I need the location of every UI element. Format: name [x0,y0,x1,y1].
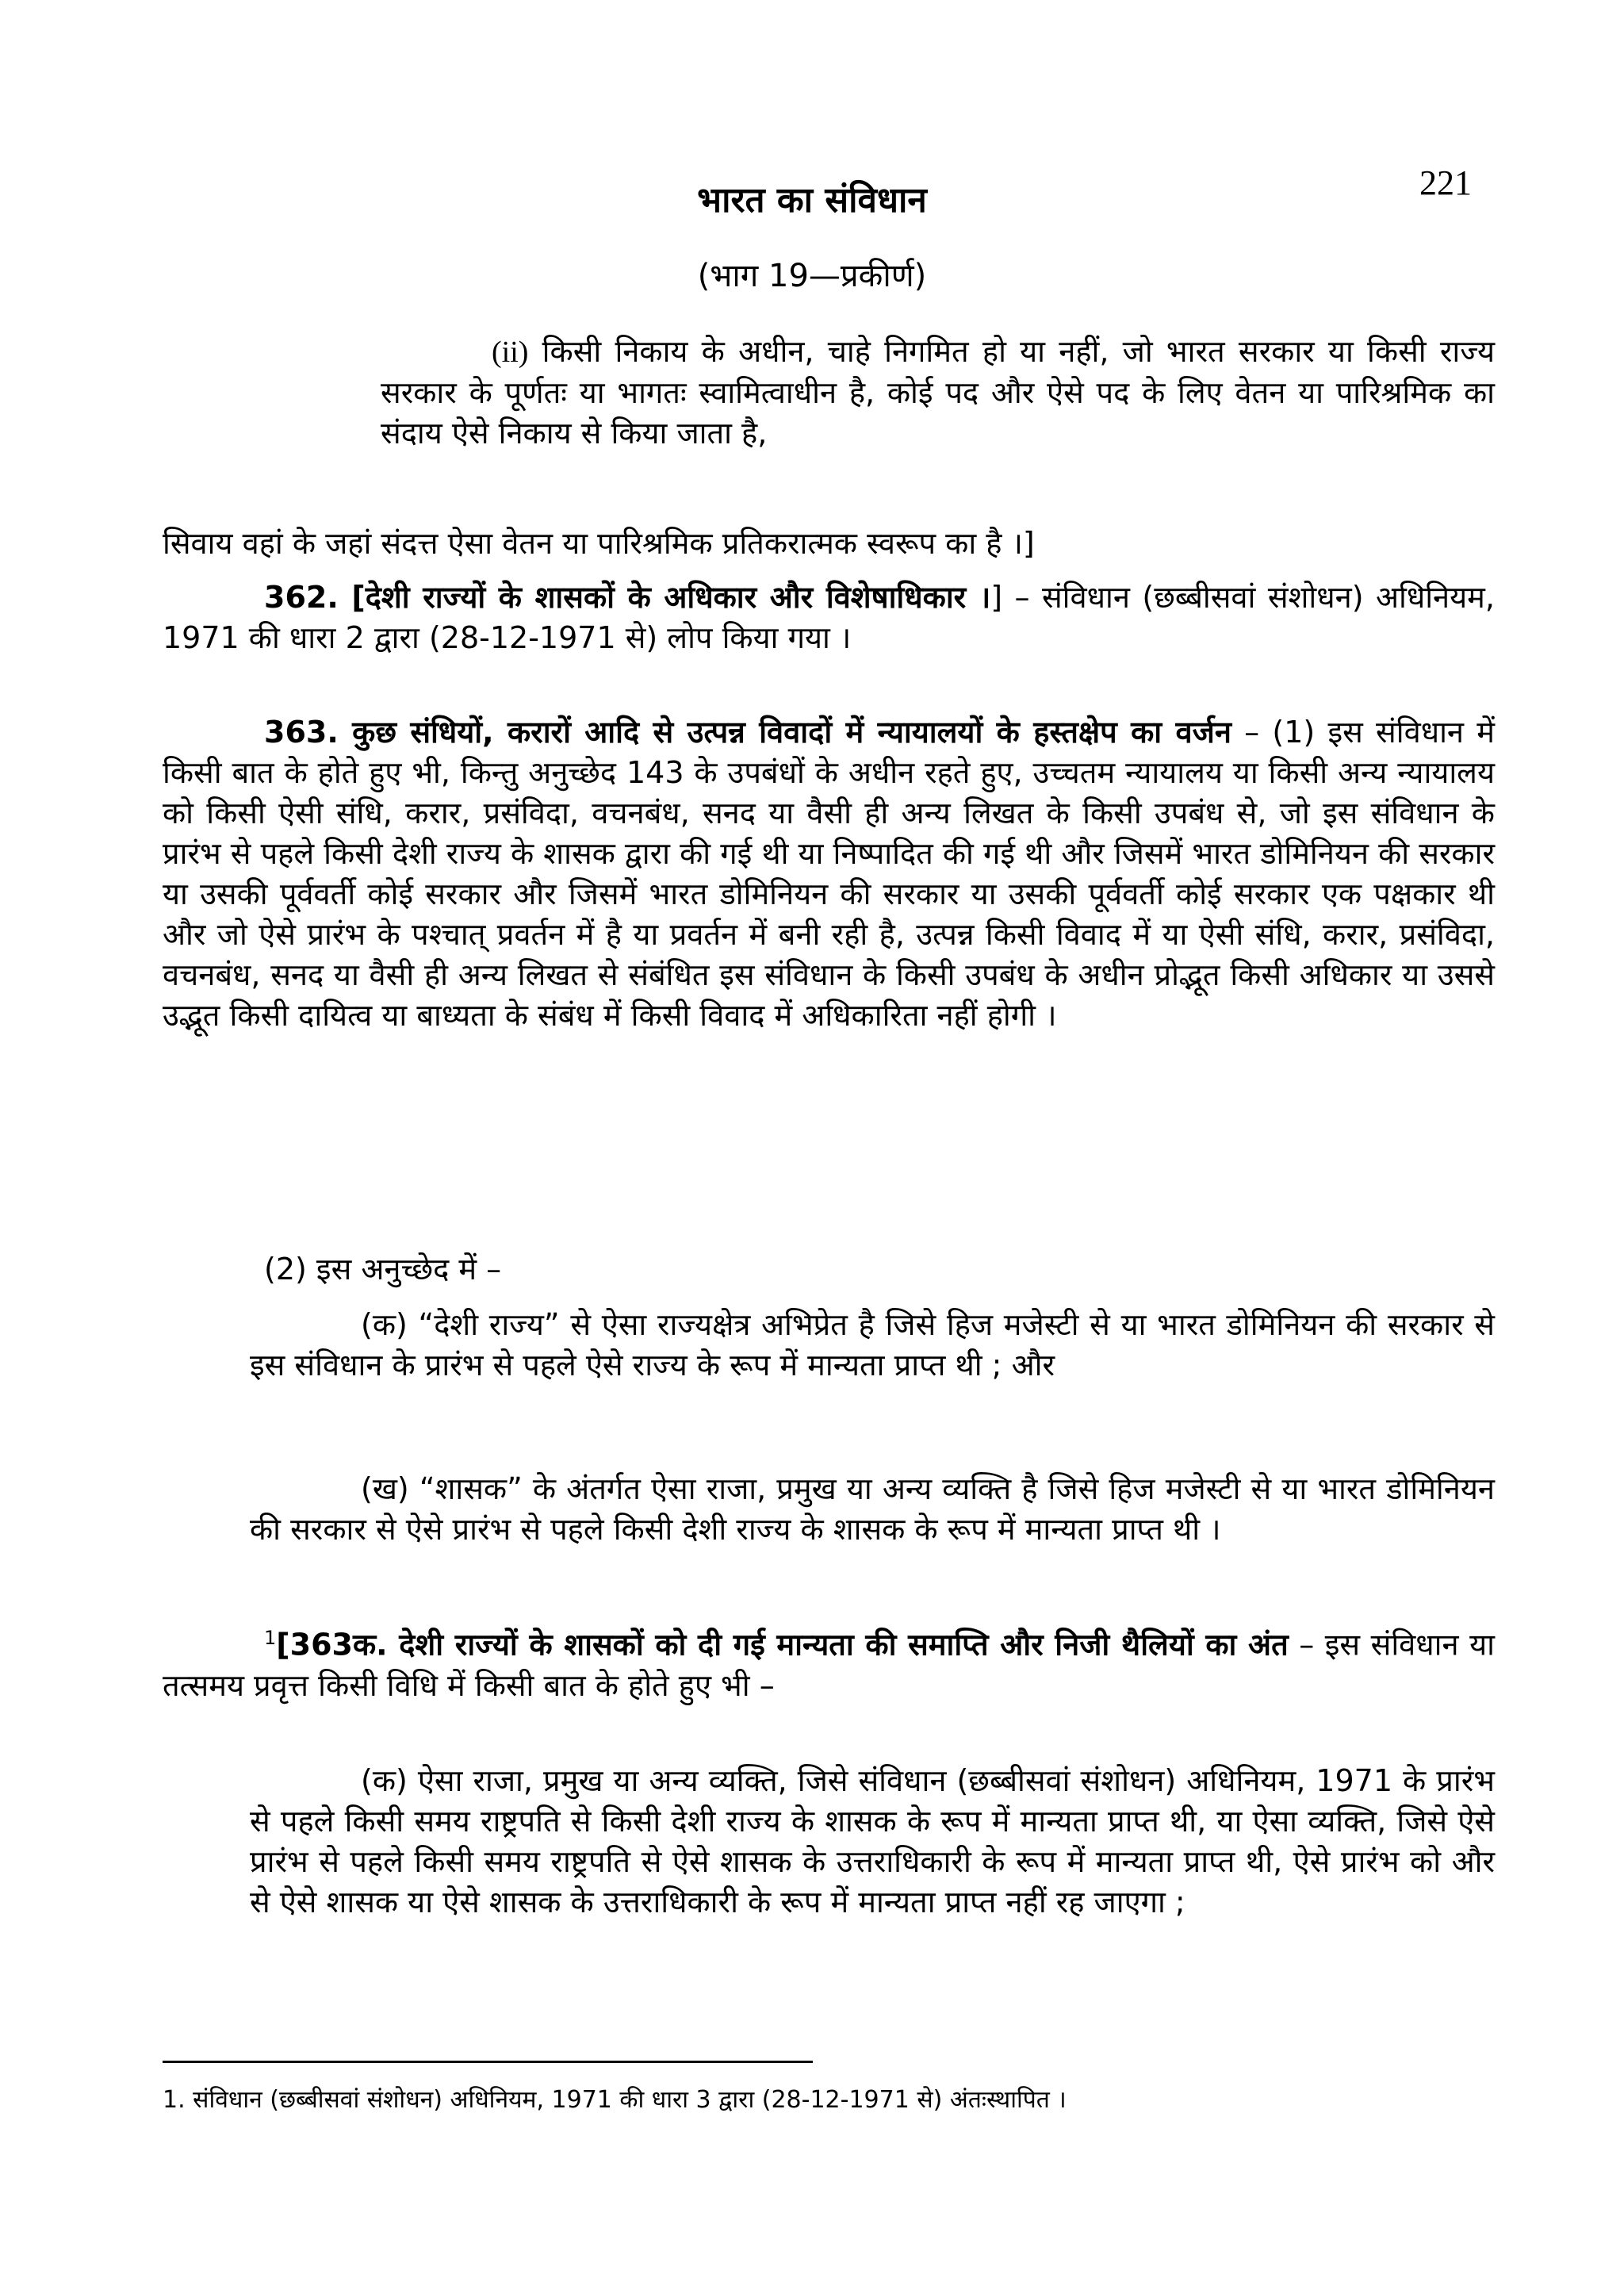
article-363-clause-2: (2) इस अनुच्छेद में – [264,1252,502,1287]
article-363-heading: 363. कुछ संधियों, करारों आदि से उत्पन्न विवादों में न्यायालयों के हस्तक्षेप का वर्जन [264,715,1231,750]
page-title: भारत का संविधान [697,180,927,220]
article-362-heading: 362. [देशी राज्यों के शासकों के अधिकार और विशेषाधिकार । [264,580,991,615]
article-362-text: ] – संविधान (छब्बीसवां संशोधन) अधिनियम, 1971 की धारा 2 द्वारा (28-12-1971 से) लोप किया गया । [163,580,1495,655]
article-363-clause-ka: (क) “देशी राज्य” से ऐसा राज्यक्षेत्र अभिप्रेत है जिसे हिज मजेस्टी से या भारत डोमिनियन की सरकार से इस संविधान के प्रारंभ से पहले ऐसे राज्य के रूप में मान्यता प्राप्त थी ; और [250,1307,1495,1382]
article-363a-clause-ka: (क) ऐसा राजा, प्रमुख या अन्य व्यक्ति, जिसे संविधान (छब्बीसवां संशोधन) अधिनियम, 1971 के प्रारंभ से पहले किसी समय राष्ट्रपति से किसी देशी राज्य के शासक के रूप में मान्यता प्राप्त थी, या ऐसा व्यक्ति, जिसे ऐसे प्रारंभ से पहले किसी समय राष्ट्रपति से ऐसे शासक के उत्तराधिकारी के रूप में मान्यता प्राप्त थी, ऐसे प्रारंभ को और से ऐसे शासक या ऐसे शासक के उत्तराधिकारी के रूप में मान्यता प्राप्त नहीं रह जाएगा ; [250,1763,1495,1919]
clause-ii [381,332,1495,454]
article-363a-heading: [363क. देशी राज्यों के शासकों को दी गई मान्यता की समाप्ति और निजी थैलियों का अंत [276,1627,1289,1662]
footnote-text: 1. संविधान (छब्बीसवां संशोधन) अधिनियम, 1971 की धारा 3 द्वारा (28-12-1971 से) अंतःस्थापित । [163,2086,1067,2114]
article-363-clause-1 [163,712,1495,1036]
proviso-text: सिवाय वहां के जहां संदत्त ऐसा वेतन या पारिश्रमिक प्रतिकरात्मक स्वरूप का है ।] [163,526,1035,561]
article-362 [163,577,1495,658]
footnote-divider [163,2061,813,2063]
article-363-clause-1-text: – (1) इस संविधान में किसी बात के होते हुए भी, किन्तु अनुच्छेद 143 के उपबंधों के अधीन रहते हुए, उच्चतम न्यायालय या किसी अन्य न्यायालय को किसी ऐसी संधि, करार, प्रसंविदा, वचनबंध, सनद या वैसी ही अन्य लिखत के किसी उपबंध से, जो इस संविधान के प्रारंभ से पहले किसी देशी राज्य के शासक द्वारा की गई थी या निष्पादित की गई थी और जिसमें भारत डोमिनियन की सरकार या उसकी पूर्ववर्ती कोई सरकार और जिसमें भारत डोमिनियन की सरकार या उसकी पूर्ववर्ती कोई सरकार एक पक्षकार थी और जो ऐसे प्रारंभ के पश्चात् प्रवर्तन में है या प्रवर्तन में बनी रही है, उत्पन्न किसी विवाद में या ऐसी संधि, करार, प्रसंविदा, वचनबंध, सनद या वैसी ही अन्य लिखत से संबंधित इस संविधान के किसी उपबंध के अधीन प्रोद्भूत किसी अधिकार या उससे उद्भूत किसी दायित्व या बाध्यता के संबंध में किसी विवाद में अधिकारिता नहीं होगी । [163,715,1495,1033]
footnote-reference: 1 [264,1627,277,1649]
article-363a-text: – इस संविधान या तत्समय प्रवृत्त किसी विधि में किसी बात के होते हुए भी – [163,1627,1495,1703]
article-363a [163,1618,1495,1706]
clause-ii-marker: (ii) [492,336,529,369]
page-subtitle: (भाग 19—प्रकीर्ण) [697,258,927,294]
clause-ii-text: किसी निकाय के अधीन, चाहे निगमित हो या नहीं, जो भारत सरकार या किसी राज्य सरकार के पूर्णतः या भागतः स्वामित्वाधीन है, कोई पद और ऐसे पद के लिए वेतन या पारिश्रमिक का संदाय ऐसे निकाय से किया जाता है, [381,334,1495,451]
page-number: 221 [1419,163,1472,202]
article-363-clause-kha: (ख) “शासक” के अंतर्गत ऐसा राजा, प्रमुख या अन्य व्यक्ति है जिसे हिज मजेस्टी से या भारत डोमिनियन की सरकार से ऐसे प्रारंभ से पहले किसी देशी राज्य के शासक के रूप में मान्यता प्राप्त थी । [250,1471,1495,1547]
